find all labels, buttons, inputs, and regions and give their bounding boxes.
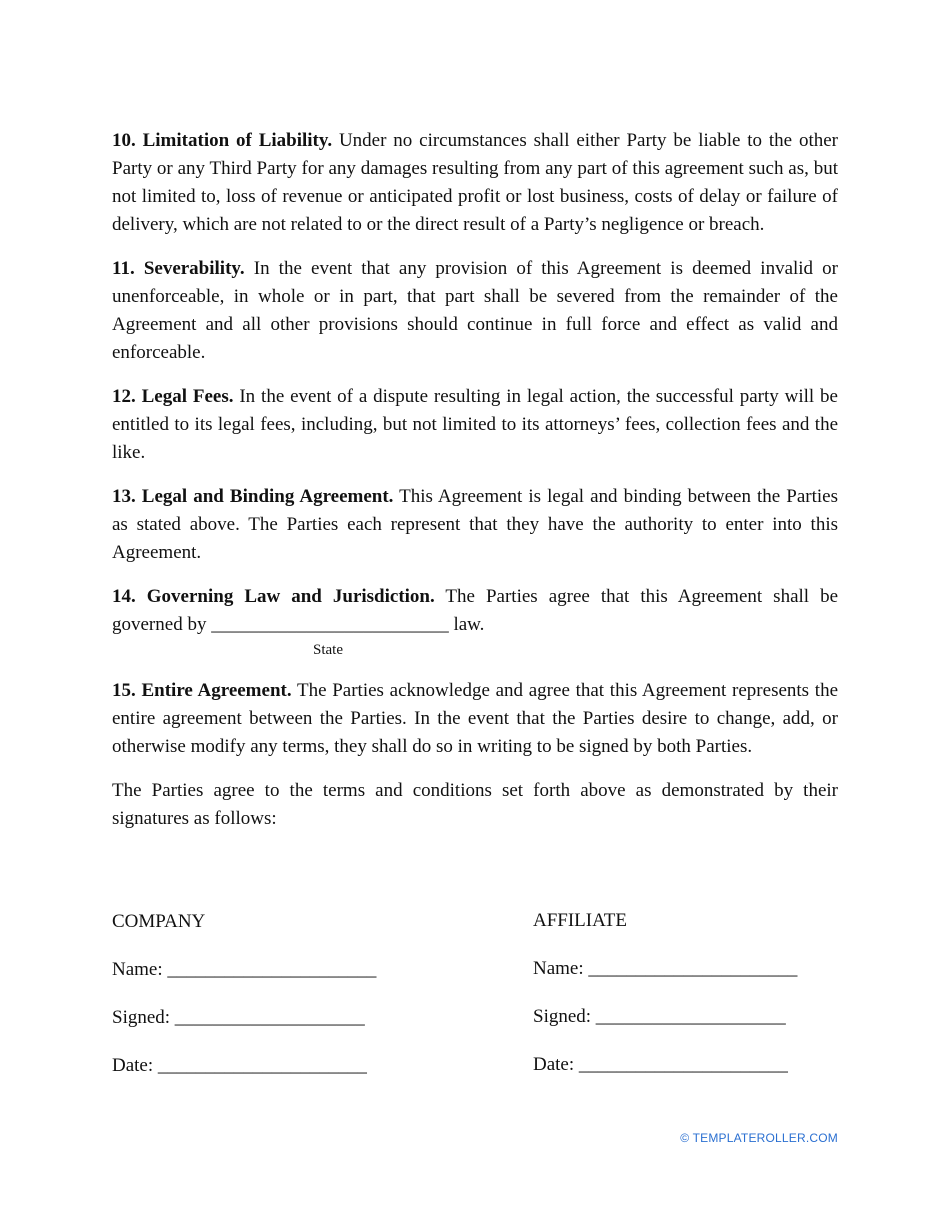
- section-13: [112, 483, 838, 567]
- section-heading: 15. Entire Agreement.: [112, 680, 292, 701]
- section-text: In the event that any provision of this Agreement is deemed invalid or unenforceable, in whole or in part, that part shall be severed from the remainder of the Agreement and all other provisions should continue in full force and effect as valid and enforceable.: [112, 258, 839, 363]
- section-heading: 11. Severability.: [112, 258, 245, 279]
- section-10: [112, 127, 838, 239]
- section-11: [112, 255, 838, 367]
- document-body: [112, 127, 838, 849]
- section-heading: 13. Legal and Binding Agreement.: [112, 486, 394, 507]
- section-heading: 14. Governing Law and Jurisdiction.: [112, 586, 435, 607]
- affiliate-date-field: Date: ______________________: [533, 1054, 788, 1075]
- section-text: The Parties acknowledge and agree that this Agreement represents the entire agreement between the Parties. In the event that the Parties desire to change, add, or otherwise modify any terms, they shall do so in writing to be signed by both Parties.: [112, 680, 838, 757]
- section-heading: 10. Limitation of Liability.: [112, 130, 333, 151]
- section-text: This Agreement is legal and binding between the Parties as stated above. The Parties each represent that they have the authority to enter into this Agreement.: [112, 486, 838, 563]
- section-12: [112, 383, 838, 467]
- company-signed-field: Signed: ____________________: [112, 1007, 365, 1028]
- section-text: The Parties agree that this Agreement shall be governed by _________________________ law.: [112, 586, 839, 635]
- state-field-label: State: [313, 642, 343, 658]
- company-date-field: Date: ______________________: [112, 1055, 367, 1076]
- affiliate-name-field: Name: ______________________: [533, 958, 798, 979]
- section-heading: 12. Legal Fees.: [112, 386, 234, 407]
- company-title: COMPANY: [112, 911, 206, 932]
- affiliate-signed-field: Signed: ____________________: [533, 1006, 786, 1027]
- affiliate-signature-block: [533, 907, 833, 1079]
- templateroller-link[interactable]: © TEMPLATEROLLER.COM: [680, 1131, 838, 1145]
- signature-section: [112, 908, 838, 1088]
- affiliate-title: AFFILIATE: [533, 910, 627, 931]
- company-name-field: Name: ______________________: [112, 959, 377, 980]
- company-signature-block: [112, 908, 412, 1080]
- section-15: [112, 677, 838, 761]
- closing-statement: The Parties agree to the terms and conditions set forth above as demonstrated by their signatures as follows:: [112, 780, 838, 829]
- section-text: In the event of a dispute resulting in legal action, the successful party will be entitled to its legal fees, including, but not limited to its attorneys’ fees, collection fees and the like.: [112, 386, 838, 463]
- section-14: [112, 583, 838, 639]
- section-text: Under no circumstances shall either Party be liable to the other Party or any Third Party for any damages resulting from any part of this agreement such as, but not limited to, loss of revenue or anticipated profit or lost business, costs of delay or failure of delivery, which are not related to or the direct result of a Party’s negligence or breach.: [112, 130, 838, 235]
